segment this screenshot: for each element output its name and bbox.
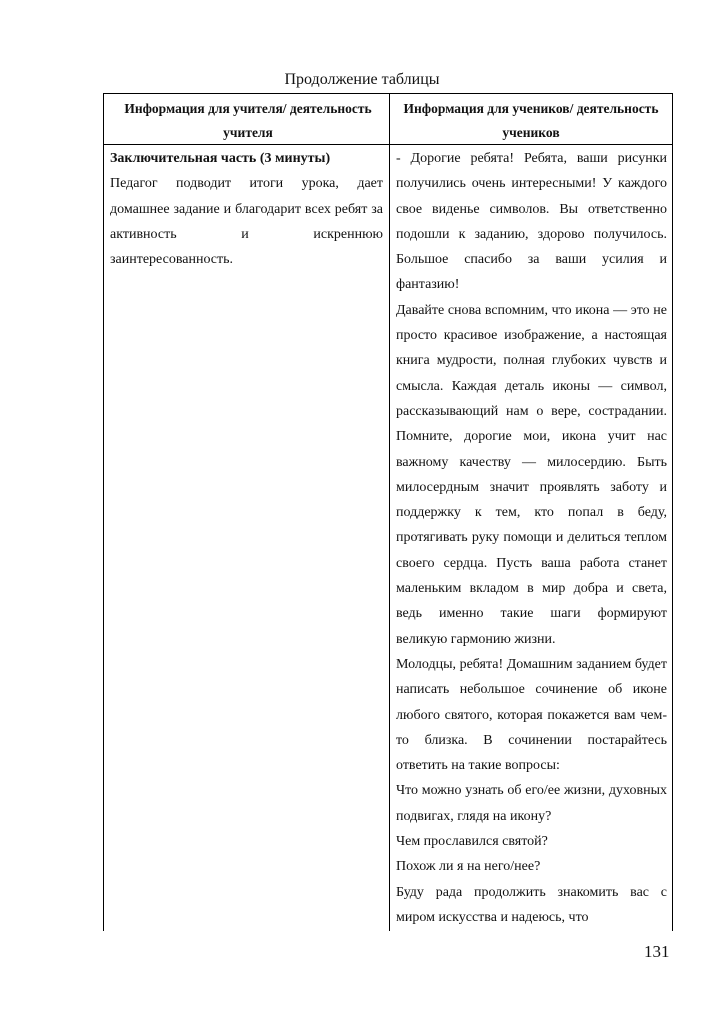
teacher-text: Педагог подводит итоги урока, дает домашнее задание и благодарит всех ребят за активность и искреннюю заинтересованность. [110,176,383,268]
student-paragraph: Давайте снова вспомним, что икона — это не просто красивое изображение, а настоящая книга мудрости, полная глубоких чувств и смысла. Каждая деталь иконы — символ, рассказывающий нам о вере, сострадании. Помните, дорогие мои, икона учит нас важному качеству — милосердию. Быть милосердным значит проявлять заботу и поддержку к тем, кто попал в беду, протягивать руку помощи и делиться теплом своего сердца. Пусть ваша работа станет маленьким вкладом в мир добра и света, ведь именно такие шаги формируют великую гармонию жизни. [396,302,667,647]
stage-title: Заключительная часть (3 минуты) [110,151,331,166]
student-paragraph: Молодцы, ребята! Домашним заданием будет написать небольшое сочинение об иконе любого святого, которая покажется вам чем-то близка. В сочинении постарайтесь ответить на такие вопросы: [396,656,667,774]
student-paragraph: Что можно узнать об его/ее жизни, духовных подвигах, глядя на икону? [396,783,667,824]
column-divider [389,94,390,931]
student-paragraph: Чем прославился святой? [396,834,548,850]
table-caption: Продолжение таблицы [284,71,440,88]
student-paragraph: - Дорогие ребята! Ребята, ваши рисунки получились очень интересными! У каждого свое виденье символов. Вы ответственно подошли к заданию, здорово получилось. Большое спасибо за ваши усилия и фантазию! [396,151,667,293]
lesson-table [103,93,673,931]
teacher-cell [110,146,383,272]
student-paragraph: Похож ли я на него/нее? [396,859,541,875]
student-paragraph: Буду рада продолжить знакомить вас с миром искусства и надеюсь, что [396,884,667,925]
header-students: Информация для учеников/ деятельность учеников [403,101,659,140]
header-teacher: Информация для учителя/ деятельность учителя [124,101,372,140]
students-cell [396,146,667,930]
page-number: 131 [644,942,670,961]
